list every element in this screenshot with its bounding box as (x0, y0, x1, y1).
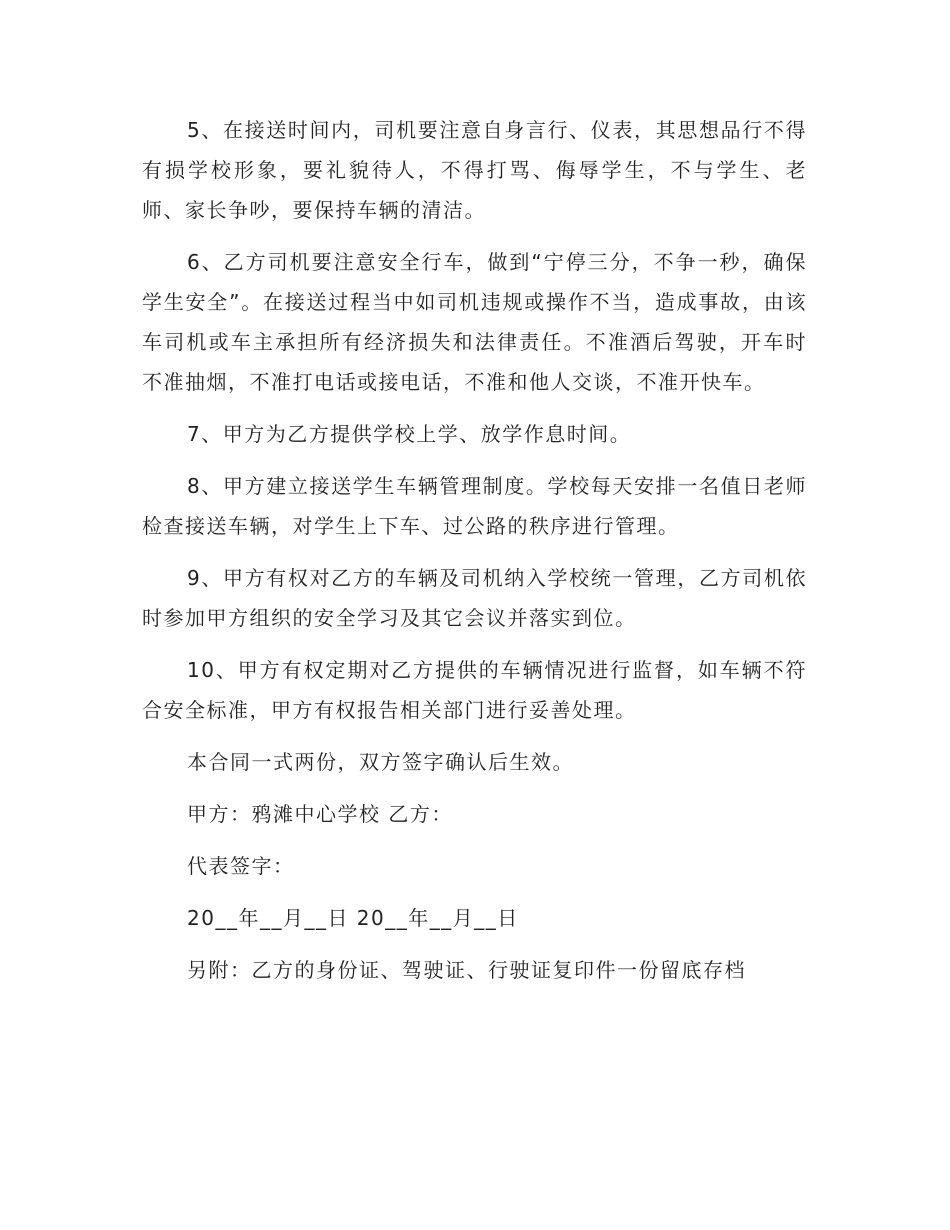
date-line: 20__年__月__日 20__年__月__日 (187, 906, 519, 930)
contract-copies-paragraph: 本合同一式两份，双方签字确认后生效。 (187, 750, 574, 774)
representative-signature-line: 代表签字： (187, 854, 295, 878)
document-page (142, 110, 807, 1002)
parties-line: 甲方：鸦滩中心学校 乙方： (187, 802, 453, 826)
attachment-note: 另附：乙方的身份证、驾驶证、行驶证复印件一份留底存档 (187, 958, 746, 982)
clause-9-paragraph: 9、甲方有权对乙方的车辆及司机纳入学校统一管理，乙方司机依时参加甲方组织的安全学习及其它会议并落实到位。 (142, 566, 807, 630)
clause-5-paragraph: 5、在接送时间内，司机要注意自身言行、仪表，其思想品行不得有损学校形象，要礼貌待人，不得打骂、侮辱学生，不与学生、老师、家长争吵，要保持车辆的清洁。 (142, 118, 807, 222)
clause-7-paragraph: 7、甲方为乙方提供学校上学、放学作息时间。 (187, 422, 632, 446)
clause-10-paragraph: 10、甲方有权定期对乙方提供的车辆情况进行监督，如车辆不符合安全标准，甲方有权报告相关部门进行妥善处理。 (142, 658, 807, 722)
clause-8-paragraph: 8、甲方建立接送学生车辆管理制度。学校每天安排一名值日老师检查接送车辆，对学生上下车、过公路的秩序进行管理。 (142, 474, 807, 538)
clause-6-paragraph: 6、乙方司机要注意安全行车，做到“宁停三分，不争一秒，确保学生安全”。在接送过程当中如司机违规或操作不当，造成事故，由该车司机或车主承担所有经济损失和法律责任。不准酒后驾驶，开车时不准抽烟，不准打电话或接电话，不准和他人交谈，不准开快车。 (142, 250, 807, 394)
